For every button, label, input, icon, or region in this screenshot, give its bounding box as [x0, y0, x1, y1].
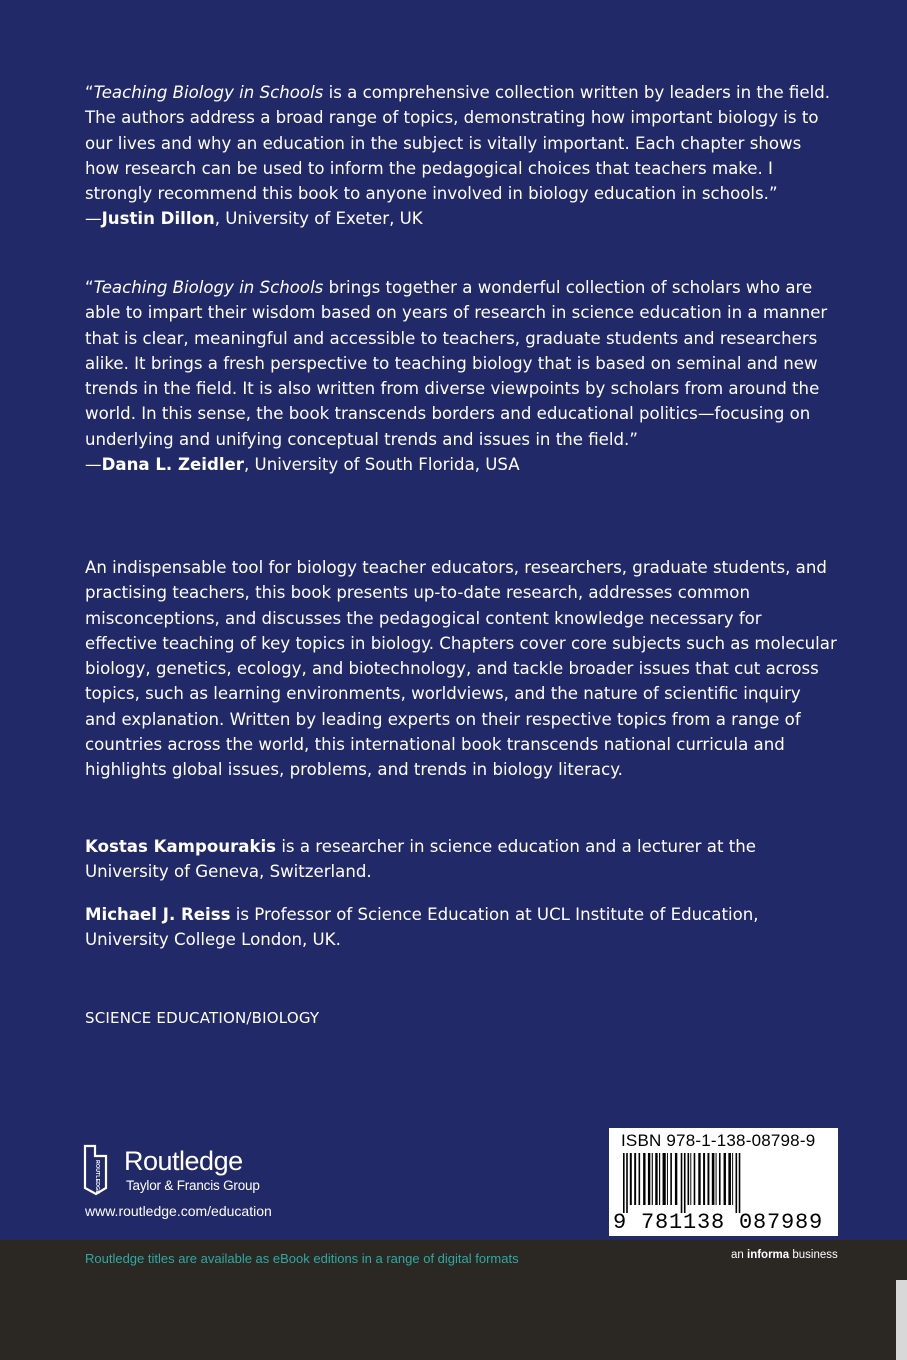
isbn-barcode — [609, 1128, 838, 1236]
quote-2-author: Dana L. Zeidler — [101, 455, 244, 475]
quote-2-attribution: —Dana L. Zeidler, University of South Florida, USA — [85, 455, 520, 475]
editor-2-name: Michael J. Reiss — [85, 905, 231, 924]
quote-2-text: “Teaching Biology in Schools brings together a wonderful collection of scholars who are able to impart their wisdom based on years of research in science education in a manner that is clear, meaningful and accessible to teachers, graduate students and researchers alike. It brings a fresh perspective to teaching biology that is based on seminal and new trends in the field. It is also written from diverse viewpoints by scholars from around the world. In this sense, the book transcends borders and educational politics—focusing on underlying and unifying conceptual trends and issues in the field.” — [85, 278, 828, 449]
barcode-bar — [639, 1153, 641, 1205]
informa-business: an informa business — [731, 1249, 838, 1261]
quote-1-attribution: —Justin Dillon, University of Exeter, UK — [85, 209, 423, 229]
barcode-bar — [659, 1153, 660, 1205]
barcode-bar — [675, 1153, 677, 1205]
barcode-bar — [648, 1153, 650, 1205]
barcode-bar — [688, 1153, 690, 1205]
publisher-name: Routledge — [124, 1146, 243, 1176]
barcode-bar — [694, 1153, 696, 1205]
barcode-bar — [703, 1153, 705, 1205]
barcode-bar — [630, 1153, 632, 1205]
quote-2-book-title: Teaching Biology in Schools — [93, 278, 324, 297]
routledge-logo — [82, 1144, 322, 1204]
barcode-bar — [732, 1153, 733, 1205]
endorsement-quote-1 — [85, 80, 837, 232]
quote-1-text: “Teaching Biology in Schools is a comprehensive collection written by leaders in the field. The authors address a broad range of topics, demonstrating how important biology is to our lives and why an education in the subject is vitally important. Each chapter shows how research can be used to inform the pedagogical choices that teachers make. I strongly recommend this book to anyone involved in biology education in schools.” — [85, 83, 831, 204]
barcode-bar — [623, 1153, 625, 1213]
barcode-bar — [719, 1153, 721, 1205]
editor-bio-2 — [85, 902, 837, 953]
editor-1-text: is a researcher in science education and a lecturer at the University of Geneva, Switzerland. — [85, 837, 756, 882]
barcode-bar — [634, 1153, 636, 1205]
quote-1-affiliation: , University of Exeter, UK — [214, 209, 423, 229]
ebook-notice: Routledge titles are available as eBook editions in a range of digital formats — [85, 1251, 519, 1266]
barcode-bar — [681, 1153, 683, 1213]
barcode-bar — [655, 1153, 657, 1205]
barcode-bar — [652, 1153, 653, 1205]
footer-bar — [0, 1240, 907, 1360]
barcode-bar — [670, 1153, 672, 1205]
barcode-bar — [698, 1153, 700, 1205]
barcode-bar — [663, 1153, 666, 1205]
barcode-bar — [716, 1153, 717, 1205]
quote-2-affiliation: , University of South Florida, USA — [244, 455, 520, 475]
logo-vertical-text: ROUTLEDGE — [94, 1160, 100, 1194]
editor-2-text: is Professor of Science Education at UCL Institute of Education, University College London, UK. — [85, 905, 759, 950]
barcode-bar — [626, 1153, 628, 1213]
subject-category: SCIENCE EDUCATION/BIOLOGY — [85, 1009, 320, 1027]
isbn-number: ISBN 978-1-138-08798-9 — [621, 1131, 816, 1150]
book-description: An indispensable tool for biology teacher educators, researchers, graduate students, and practising teachers, this book presents up-to-date research, addresses common misconceptions, and discusses the pedagogical content knowledge necessary for effective teaching of key topics in biology. Chapters cover core subjects such as molecular biology, genetics, ecology, and biotechnology, and tackle broader issues that cut across topics, such as learning environments, worldviews, and the nature of scientific inquiry and explanation. Written by leading experts on their respective topics from a range of countries across the world, this international book transcends national curricula and highlights global issues, problems, and trends in biology literacy. — [85, 558, 837, 780]
publisher-group: Taylor & Francis Group — [126, 1178, 260, 1193]
barcode-bar — [707, 1153, 709, 1205]
barcode-bar — [728, 1153, 731, 1205]
editor-bio-1 — [85, 834, 837, 885]
barcode-bar — [739, 1153, 741, 1213]
barcode-bar — [690, 1153, 691, 1205]
barcode-bar — [643, 1153, 645, 1205]
routledge-logo-icon — [82, 1144, 110, 1196]
quote-1-author: Justin Dillon — [101, 209, 215, 229]
editor-1-name: Kostas Kampourakis — [85, 837, 277, 856]
barcode-bar — [724, 1153, 726, 1205]
page-edge — [896, 1280, 907, 1360]
barcode-bar — [712, 1153, 715, 1205]
publisher-url[interactable]: www.routledge.com/education — [85, 1203, 272, 1219]
endorsement-quote-2 — [85, 275, 837, 477]
barcode-bar — [736, 1153, 738, 1213]
ean-digits: 9 781138 087989 — [613, 1210, 824, 1235]
barcode-bar — [667, 1153, 668, 1205]
barcode-bar — [684, 1153, 686, 1213]
quote-1-book-title: Teaching Biology in Schools — [93, 83, 324, 102]
barcode-bars — [621, 1153, 826, 1213]
